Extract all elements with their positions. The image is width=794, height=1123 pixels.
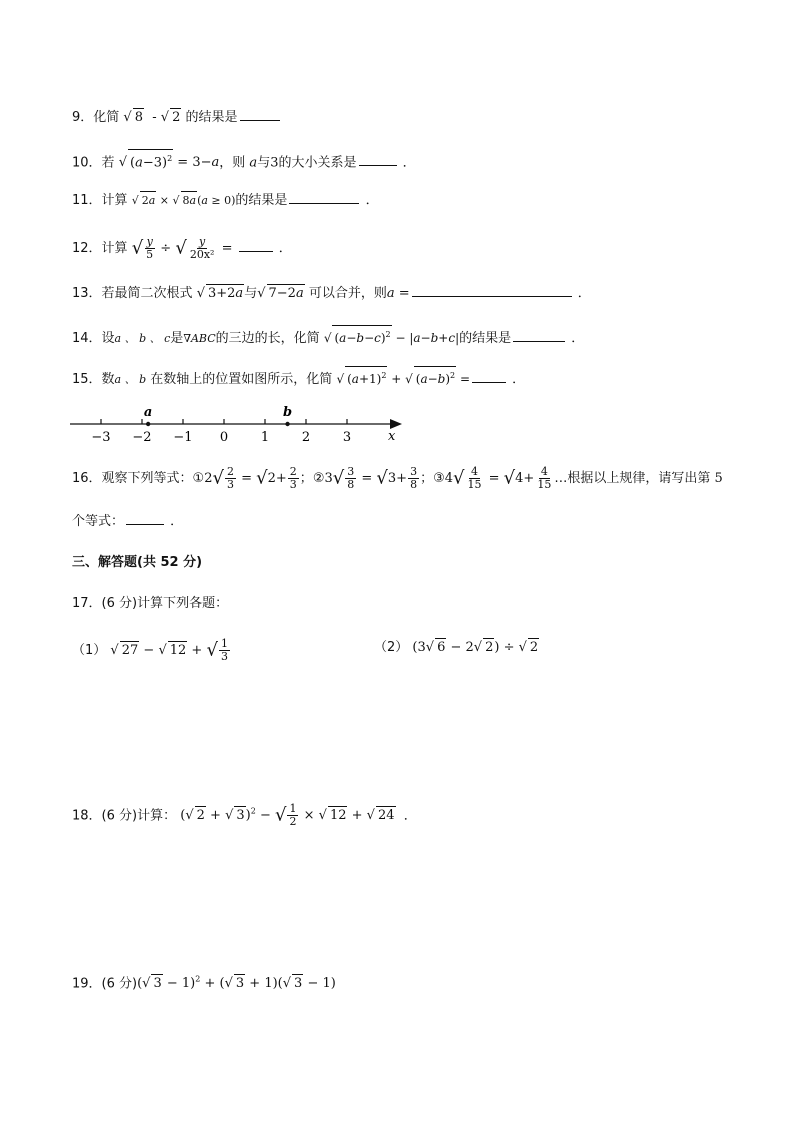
- q13-number: 13．若最简二次根式: [72, 286, 193, 301]
- q12-end: ．: [278, 241, 292, 256]
- q16-equation-2: 3√ $\frac{3}{8}$ = √3+ $\frac{3}{8}$: [324, 465, 418, 491]
- question-11: [72, 191, 379, 210]
- question-19: [72, 971, 336, 993]
- question-16-line-2: [72, 512, 183, 531]
- tick-label: 1: [260, 430, 270, 445]
- q17-part-2-expression: (3√ 6 − 2√ 2) ÷ √ 2: [412, 640, 539, 655]
- q10-text-1: ，则: [219, 155, 246, 171]
- question-17-part-2: [374, 638, 539, 657]
- q16-equation-3: 4√ $\frac{4}{15}$ = √4+ $\frac{4}{15}$: [444, 465, 552, 491]
- point-a-label: a: [143, 405, 153, 420]
- q15-text: 在数轴上的位置如图所示，化简: [150, 372, 333, 387]
- q10-end: ．: [402, 155, 416, 171]
- q12-number: 12．计算: [72, 241, 128, 256]
- q13-radical-1: √ 3+2a: [196, 286, 244, 301]
- q15-vars: a 、 b: [114, 373, 147, 386]
- q10-expression: √ $(a-3)^2 = 3-a$: [119, 155, 220, 170]
- q14-text-3: 的结果是: [459, 331, 512, 346]
- section-3-heading: 三、解答题(共 52 分): [72, 555, 203, 570]
- q19-number: 19．(6 分): [72, 976, 138, 992]
- q14-expression: √ $(a-b-c)^2 - |a-b+c|$: [324, 331, 459, 345]
- q9-answer-blank[interactable]: [240, 108, 280, 121]
- question-16: [72, 466, 723, 491]
- q16-answer-blank[interactable]: [126, 512, 164, 525]
- point-b: [285, 422, 289, 426]
- q15-expression: √ $(a+1)^2$ + √ $(a-b)^2$ =: [336, 372, 470, 386]
- q14-vars: a 、 b 、 c: [114, 332, 171, 345]
- q14-end: ．: [571, 331, 585, 346]
- tick-label: −2: [132, 430, 152, 445]
- q10-text-2: 与: [257, 155, 271, 171]
- tick-label: −1: [173, 430, 193, 445]
- q13-text-1: 与: [244, 286, 258, 301]
- q9-text: 的结果是: [185, 110, 238, 125]
- question-9: [72, 108, 282, 127]
- tick-label: −3: [91, 430, 111, 445]
- q17-part-1-expression: √ 27 − √ 12 + √ $\frac{1}{3}$: [110, 637, 228, 663]
- q10-var-a: a: [249, 155, 258, 171]
- q16-mark-2: ②: [312, 471, 325, 486]
- q10-number: 10．若: [72, 155, 115, 171]
- q11-number: 11．计算: [72, 193, 128, 208]
- q16-sep-2: ；: [420, 471, 434, 486]
- q10-three: 3: [270, 155, 279, 171]
- q17-part-1-label: （1）: [72, 643, 107, 658]
- q15-number: 15．数: [72, 372, 115, 387]
- q13-a-eq: a =: [386, 286, 410, 301]
- point-a: [146, 422, 150, 426]
- question-14: [72, 325, 584, 348]
- question-13: [72, 284, 591, 303]
- tick-label: 0: [219, 430, 229, 445]
- q16-text: …根据以上规律，请写出第: [554, 471, 711, 486]
- q11-expression: √ 2a × √ 8a(a ≥ 0): [132, 194, 236, 207]
- question-15: [72, 366, 525, 389]
- q16-text-2: 个等式：: [72, 514, 125, 529]
- question-10: [72, 149, 416, 172]
- q12-expression: √ $\frac{y}{5}$ ÷ √ $\frac{y}{\text{20x²}}$ =: [131, 235, 237, 261]
- arrow-head-icon: [390, 419, 402, 429]
- q14-text-2: 的三边的长，化简: [215, 331, 320, 346]
- q11-end: ．: [365, 193, 379, 208]
- q18-end: ．: [403, 808, 417, 824]
- point-b-label: b: [283, 405, 293, 420]
- axis-x-label: x: [388, 429, 396, 444]
- q16-sep-1: ；: [299, 471, 313, 486]
- q16-five: 5: [714, 471, 723, 486]
- q13-end: ．: [577, 286, 591, 301]
- q16-equation-1: 2√ $\frac{2}{3}$ = √2+ $\frac{2}{3}$: [204, 465, 297, 491]
- q14-number: 14．设: [72, 331, 115, 346]
- q18-number: 18．(6 分)计算：: [72, 808, 177, 824]
- q15-end: ．: [512, 372, 526, 387]
- q12-answer-blank[interactable]: [239, 239, 273, 252]
- q14-answer-blank[interactable]: [513, 329, 565, 342]
- q11-answer-blank[interactable]: [289, 191, 359, 204]
- q13-radical-2: √ 7−2a: [257, 286, 304, 301]
- q16-end: ．: [170, 514, 184, 529]
- tick-label: 3: [342, 430, 352, 445]
- q11-text: 的结果是: [235, 193, 288, 208]
- tick-label: 2: [301, 430, 311, 445]
- q13-answer-blank[interactable]: [412, 284, 572, 297]
- q9-number: 9．化简: [72, 110, 120, 125]
- q19-expression: (√ 3 − 1)$^2$ + (√ 3 + 1)(√ 3 − 1): [137, 975, 336, 992]
- q16-number: 16．观察下列等式：: [72, 471, 193, 486]
- q10-answer-blank[interactable]: [359, 153, 397, 166]
- q15-answer-blank[interactable]: [472, 370, 506, 383]
- q16-mark-3: ③: [433, 471, 445, 486]
- q10-text-3: 的大小关系是: [278, 155, 357, 171]
- q14-triangle: ∇ABC: [183, 332, 216, 345]
- q16-mark-1: ①: [192, 471, 205, 486]
- question-12: [72, 236, 292, 261]
- question-17: 17．(6 分)计算下列各题：: [72, 596, 229, 611]
- question-17-part-1: [72, 638, 231, 663]
- number-line-figure: [66, 400, 411, 448]
- q9-expression: √ 8 - √ 2: [123, 110, 181, 125]
- q13-text-2: 可以合并，则: [308, 286, 387, 301]
- q18-expression: (√ 2 + √ 3)$^2$ − √ $\frac{1}{2}$ × √ 12 + √ 24: [180, 802, 395, 829]
- question-18: [72, 803, 417, 828]
- q14-text-1: 是: [170, 331, 184, 346]
- q17-part-2-label: （2）: [374, 640, 409, 655]
